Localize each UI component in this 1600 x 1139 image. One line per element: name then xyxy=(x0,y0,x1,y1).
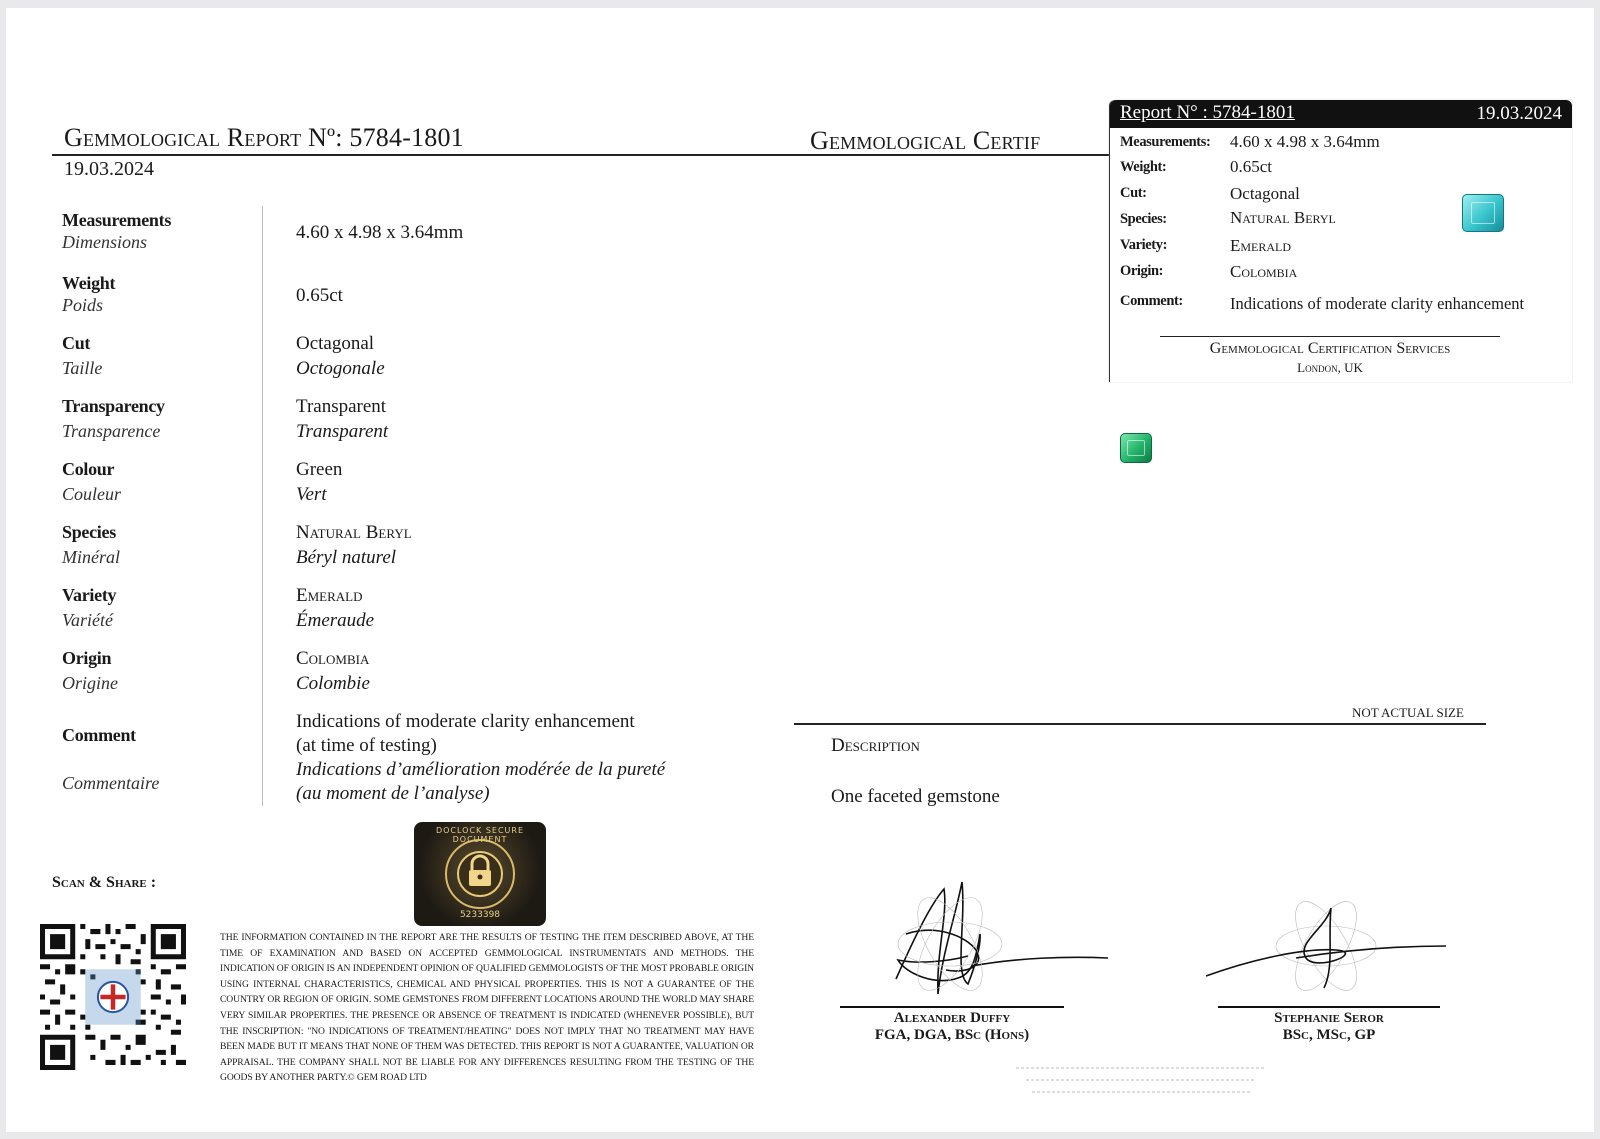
comment-line-1: Indications of moderate clarity enhancement xyxy=(296,711,635,732)
right-title: Gemmological Certif xyxy=(810,126,1041,155)
field-value: Emerald xyxy=(296,585,363,606)
field-value-fr: Transparent xyxy=(296,421,389,442)
hologram-seal xyxy=(414,822,546,926)
field-label: Variety xyxy=(62,585,117,605)
report-date: 19.03.2024 xyxy=(64,158,154,180)
description-rule xyxy=(794,723,1486,725)
comment-line-4: (au moment de l’analyse) xyxy=(296,783,490,804)
gemstone-image xyxy=(1120,433,1152,463)
card-key: Species: xyxy=(1120,211,1167,227)
field-label: Weight xyxy=(62,273,116,293)
hologram-serial: 5233398 xyxy=(459,910,501,920)
card-key: Weight: xyxy=(1120,159,1167,175)
comment-line-2: (at time of testing) xyxy=(296,735,437,756)
card-location: London, UK xyxy=(1297,360,1363,375)
card-report-number: Report N° : 5784-1801 xyxy=(1120,102,1295,123)
field-value-fr: Émeraude xyxy=(296,610,375,631)
field-label-fr: Dimensions xyxy=(62,232,147,252)
card-key: Origin: xyxy=(1120,263,1164,279)
field-value-fr: Octogonale xyxy=(296,358,385,379)
field-value: 0.65ct xyxy=(296,285,343,306)
field-label-fr: Transparence xyxy=(62,421,161,441)
gem-facet xyxy=(1471,202,1495,224)
signature-line xyxy=(1218,1006,1440,1008)
field-value-fr: Béryl naturel xyxy=(296,547,397,568)
card-value: 0.65ct xyxy=(1230,157,1273,176)
card-value: Octagonal xyxy=(1230,184,1300,203)
card-issuer: Gemmological Certification Services xyxy=(1209,340,1451,357)
card-value: Colombia xyxy=(1230,262,1298,281)
signatory-credentials: BSc, MSc, GP xyxy=(1282,1027,1376,1043)
card-value: 4.60 x 4.98 x 3.64mm xyxy=(1230,132,1380,151)
hologram-text: DOCLOCK SECURE DOCUMENT xyxy=(435,826,525,844)
field-label-fr: Couleur xyxy=(62,484,122,504)
card-date: 19.03.2024 xyxy=(1476,103,1562,124)
card-key: Comment: xyxy=(1120,293,1183,309)
field-label: Colour xyxy=(62,459,115,479)
field-value: 4.60 x 4.98 x 3.64mm xyxy=(296,222,464,243)
field-label-fr: Minéral xyxy=(62,547,120,567)
field-comment xyxy=(62,711,702,811)
signature-duffy xyxy=(876,874,1116,1014)
scan-share-label: Scan & Share : xyxy=(52,874,157,891)
field-label: Measurements xyxy=(62,210,172,230)
field-label: Origin xyxy=(62,648,112,668)
field-label: Cut xyxy=(62,333,91,353)
qr-code[interactable] xyxy=(40,924,186,1070)
field-label: Transparency xyxy=(62,396,165,416)
signature-seror xyxy=(1196,888,1456,1008)
signatory-name: Stephanie Seror xyxy=(1274,1010,1384,1026)
field-label: Comment xyxy=(62,725,136,745)
field-value-fr: Colombie xyxy=(296,673,370,694)
description-heading: Description xyxy=(831,735,920,756)
field-value: Transparent xyxy=(296,396,387,417)
signature-line xyxy=(840,1006,1064,1008)
field-label-fr: Taille xyxy=(62,358,103,378)
signatory-name: Alexander Duffy xyxy=(893,1010,1011,1026)
card-value: Indications of moderate clarity enhancement xyxy=(1230,294,1525,313)
card-key: Measurements: xyxy=(1120,134,1211,150)
summary-card xyxy=(1109,100,1572,382)
field-label-fr: Commentaire xyxy=(62,773,160,793)
field-value: Green xyxy=(296,459,343,480)
field-label-fr: Origine xyxy=(62,673,118,693)
field-value: Natural Beryl xyxy=(296,522,412,543)
card-header xyxy=(1110,100,1572,128)
disclaimer: THE INFORMATION CONTAINED IN THE REPORT ARE THE RESULTS OF TESTING THE ITEM DESCRIBED ABOVE, AT THE TIME OF EXAMINATION AND BASED ON ACCEPTED GEMMOLOGICAL INSTRUMENTATS AND METHODS. THE INDICATION OF ORIGIN IS AN INDEPENDENT OPINION OF QUALIFIED GEMMOLOGISTS OF THE MOST PROBABLE ORIGIN USING INTERNAL CHARACTERISTICS, CHEMICAL AND PHYSICAL PROPERTIES. THIS IS NOT A GUARANTEE OF THE COUNTRY OR REGION OF ORIGIN. SOME GEMSTONES FROM DIFFERENT LOCATIONS AROUND THE WORLD MAY SHARE VERY SIMILAR PROPERTIES. THE PRESENCE OR ABSENCE OF TREATMENT IS INDICATED (WHENEVER POSSIBLE), BUT THE INSCRIPTION: "NO INDICATIONS OF TREATMENT/HEATING" DOES NOT IMPLY THAT NO TREATMENT MAY HAVE BEEN MADE BUT IT MEANS THAT NONE OF THEM WAS DETECTED. THIS REPORT IS NOT A GUARANTEE, VALUATION OR APPRAISAL. THE COMPANY SHALL NOT BE LIABLE FOR ANY DIFFERENCES RESULTING FROM THE TESTING OF THE GOODS BY ANOTHER PARTY.© GEM ROAD LTD xyxy=(220,932,754,1084)
report-title: Gemmological Report Nº: 5784-1801 xyxy=(64,123,464,152)
not-actual-size: NOT ACTUAL SIZE xyxy=(1352,705,1464,720)
report-sheet xyxy=(6,8,1594,1132)
card-value: Natural Beryl xyxy=(1230,208,1336,227)
card-key: Variety: xyxy=(1120,237,1167,253)
card-gemstone-image xyxy=(1462,194,1504,232)
gem-facet xyxy=(1127,440,1145,456)
description-text: One faceted gemstone xyxy=(831,786,1000,807)
field-value-fr: Vert xyxy=(296,484,327,505)
comment-line-3: Indications d’amélioration modérée de la pureté xyxy=(296,759,666,780)
signatory-credentials: FGA, DGA, BSc (Hons) xyxy=(874,1027,1030,1043)
field-label-fr: Variété xyxy=(62,610,113,630)
security-microtext xyxy=(1016,1064,1266,1098)
card-issuer-rule xyxy=(1160,336,1500,337)
field-value: Colombia xyxy=(296,648,370,669)
card-value: Emerald xyxy=(1230,236,1292,255)
card-key: Cut: xyxy=(1120,185,1147,201)
field-label: Species xyxy=(62,522,116,542)
field-label-fr: Poids xyxy=(62,295,104,315)
field-value: Octagonal xyxy=(296,333,375,354)
